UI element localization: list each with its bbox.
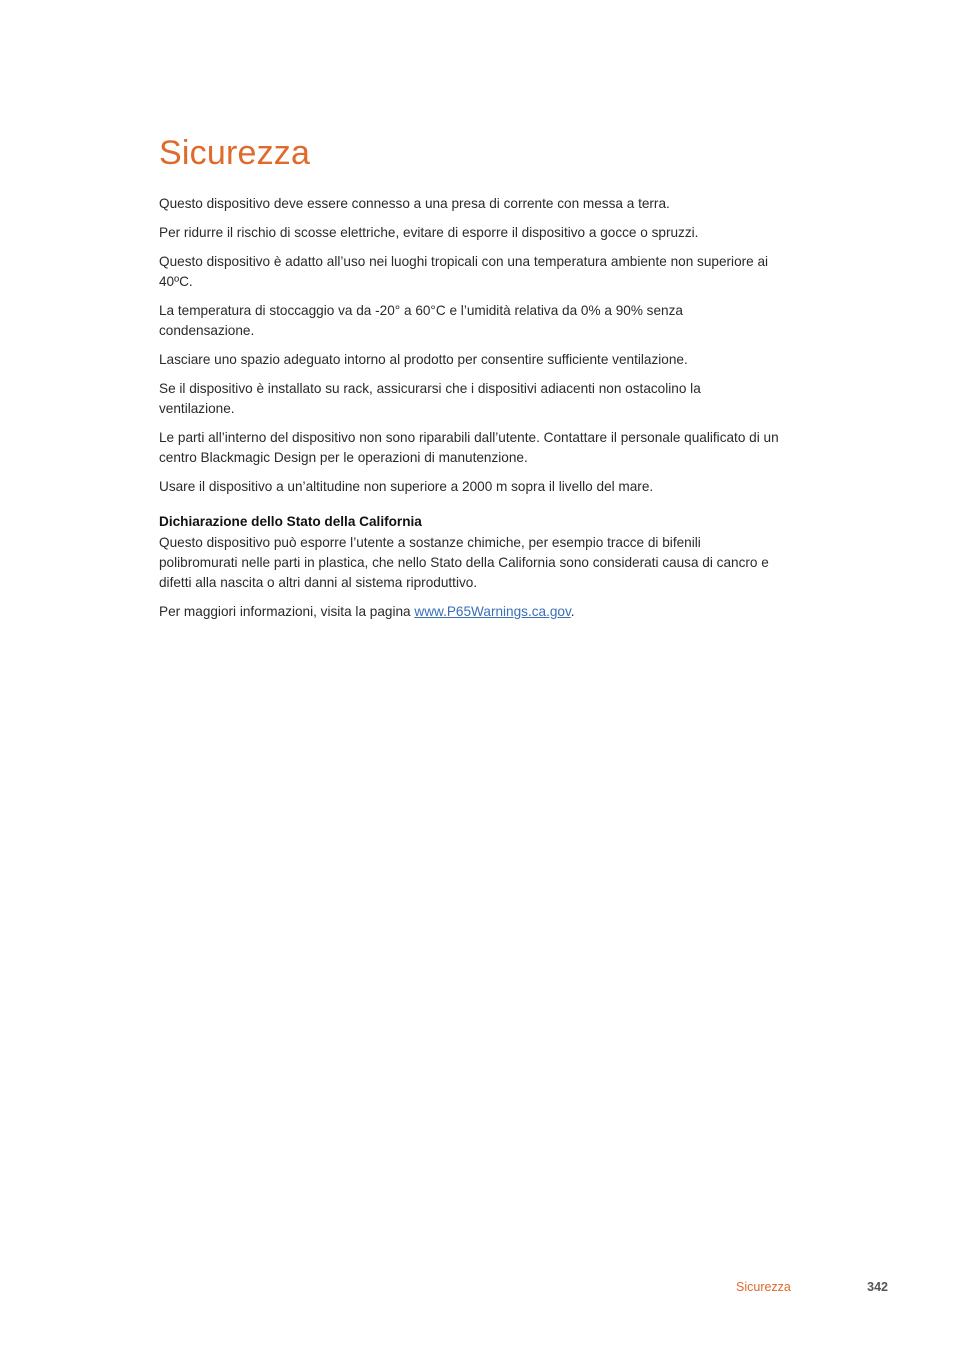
page-footer (0, 1278, 954, 1296)
california-heading: Dichiarazione dello Stato della California (159, 514, 422, 529)
paragraph-storage-temperature: La temperatura di stoccaggio va da -20° a 60°C e l’umidità relativa da 0% a 90% senza condensazione. (159, 303, 683, 338)
footer-page-number: 342 (867, 1280, 888, 1294)
p65-warnings-link[interactable]: www.P65Warnings.ca.gov (414, 604, 571, 619)
paragraph-electric-shock: Per ridurre il rischio di scosse elettriche, evitare di esporre il dispositivo a gocce o spruzzi. (159, 225, 699, 240)
more-info-suffix: . (570, 604, 575, 619)
paragraph-tropical-use: Questo dispositivo è adatto all’uso nei luoghi tropicali con una temperatura ambiente non superiore ai 40ºC. (159, 254, 769, 289)
paragraph-altitude: Usare il dispositivo a un’altitudine non superiore a 2000 m sopra il livello del mare. (159, 479, 654, 494)
page-title: Sicurezza (159, 134, 311, 172)
paragraph-service: Le parti all’interno del dispositivo non sono riparabili dall’utente. Contattare il personale qualificato di un centro Blackmagic Design per le operazioni di manutenzione. (159, 430, 779, 465)
paragraph-grounding: Questo dispositivo deve essere connesso a una presa di corrente con messa a terra. (159, 196, 670, 211)
footer-section-title: Sicurezza (736, 1280, 791, 1294)
page-content (159, 132, 779, 631)
california-text: Questo dispositivo può esporre l’utente a sostanze chimiche, per esempio tracce di bifenili polibromurati nelle parti in plastica, che nello Stato della California sono considerati causa di cancro e difetti alla nascita o altri danni al sistema riproduttivo. (159, 535, 769, 590)
paragraph-rack-ventilation: Se il dispositivo è installato su rack, assicurarsi che i dispositivi adiacenti non ostacolino la ventilazione. (159, 381, 701, 416)
more-info-prefix: Per maggiori informazioni, visita la pagina (159, 604, 415, 619)
more-info-paragraph (159, 602, 779, 622)
paragraph-ventilation-space: Lasciare uno spazio adeguato intorno al prodotto per consentire sufficiente ventilazione. (159, 352, 688, 367)
